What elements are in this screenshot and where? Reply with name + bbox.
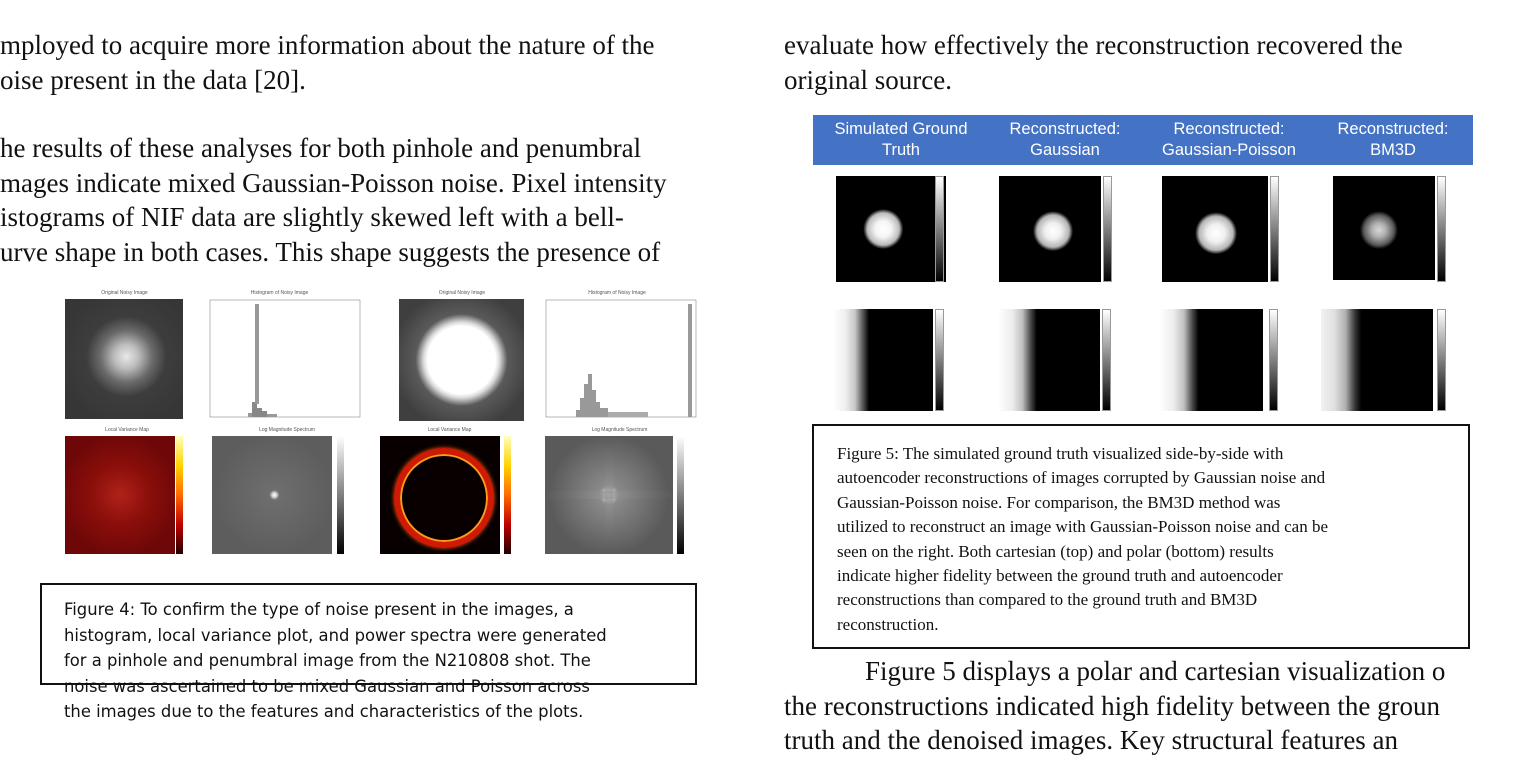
text-line: istograms of NIF data are slightly skewed left with a bell- [0,202,624,232]
caption-line: noise was ascertained to be mixed Gaussian and Poisson across [64,676,590,696]
pinhole-variance-panel [62,427,192,565]
caption-line: utilized to reconstruct an image with Gaussian-Poisson noise and can be [837,517,1328,537]
header-line: Reconstructed: [1173,120,1285,138]
noisy-image [399,299,524,421]
polar-ground-truth [833,309,933,411]
panel-title: Histogram of Noisy Image [588,290,646,296]
panel-title: Original Noisy Image [438,290,486,296]
colorbar [1102,309,1111,411]
penumbral-variance-panel [372,427,527,565]
figure-4-image [62,290,702,565]
histogram-plot [192,290,367,425]
caption-line: the images due to the features and characteristics of the plots. [64,702,584,721]
panel-title: Log Magnitude Spectrum [259,427,315,433]
colorbar [337,436,344,554]
colorbar [935,309,944,411]
polar-gaussian-poisson [1159,309,1263,411]
penumbral-spectrum-panel [537,427,702,565]
pinhole-spectrum-panel [202,427,372,565]
caption-line: for a pinhole and penumbral image from the N210808 shot. The [64,651,591,670]
colorbar [935,176,944,282]
variance-map [380,436,500,554]
colorbar [1270,176,1279,282]
polar-bm3d [1321,309,1433,411]
cartesian-ground-truth [836,176,946,282]
colorbar [504,436,511,554]
text-line: mages indicate mixed Gaussian-Poisson noise. Pixel intensity [0,167,667,198]
header-bm3d [1313,119,1473,161]
colorbar [1437,309,1446,411]
text-line: truth and the denoised images. Key structural features an [784,725,1399,755]
cartesian-gaussian-poisson [1162,176,1268,282]
penumbral-noisy-panel [397,290,527,425]
text-line: the reconstructions indicated high fidelity between the groun [784,690,1441,721]
colorbar [1103,176,1112,282]
spectrum-map [545,436,673,554]
right-paragraph [784,654,1445,758]
header-line: BM3D [1370,141,1416,159]
header-line: Gaussian [1030,141,1100,159]
cartesian-bm3d [1333,176,1435,280]
left-paragraph-continuation [0,28,742,97]
text-line: evaluate how effectively the reconstruction recovered the [784,30,1403,60]
text-line: urve shape in both cases. This shape suggests the presence of [0,236,661,267]
header-gaussian-poisson [1149,119,1309,161]
panel-title: Log Magnitude Spectrum [591,427,648,433]
cartesian-gaussian [999,176,1101,282]
pinhole-noisy-panel [62,290,187,425]
caption-line: reconstruction. [837,614,939,634]
colorbar [677,436,684,554]
colorbar [1269,309,1278,411]
text-line: Figure 5 displays a polar and cartesian visualization o [784,656,1446,686]
panel-title: Histogram of Noisy Image [250,290,309,296]
header-ground-truth [821,119,981,161]
noisy-image [65,299,183,419]
figure-5-caption [812,424,1470,649]
caption-line: autoencoder reconstructions of images corrupted by Gaussian noise and [837,468,1326,488]
figure-5-image [813,113,1473,423]
figure-4-caption [40,583,697,721]
text-line: mployed to acquire more information about the nature of the [0,30,655,60]
panel-title: Local Variance Map [427,427,472,433]
right-paragraph-continuation [784,28,1403,97]
header-line: Truth [882,141,920,159]
header-line: Gaussian-Poisson [1162,141,1296,159]
text-line: original source. [784,64,952,95]
histogram-plot [532,290,702,425]
header-line: Simulated Ground [834,120,968,138]
panel-title: Original Noisy Image [101,290,148,296]
pinhole-histogram-panel [192,290,367,425]
left-paragraph [0,131,742,269]
header-line: Reconstructed: [1009,120,1121,138]
penumbral-histogram-panel [532,290,702,425]
caption-line: seen on the right. Both cartesian (top) and polar (bottom) results [837,541,1274,561]
variance-map [65,436,175,554]
text-line: oise present in the data [20]. [0,64,306,95]
panel-title: Local Variance Map [105,427,149,433]
colorbar [1437,176,1446,282]
figure-5-header-bar [813,115,1473,165]
caption-line: indicate higher fidelity between the ground truth and autoencoder [837,566,1283,586]
text-line: he results of these analyses for both pinhole and penumbral [0,133,642,163]
header-gaussian [985,119,1145,161]
colorbar [176,436,183,554]
caption-line: Gaussian-Poisson noise. For comparison, the BM3D method was [837,492,1281,512]
caption-line: histogram, local variance plot, and power spectra were generated [64,625,607,645]
caption-line: reconstructions than compared to the ground truth and BM3D [837,590,1258,610]
spectrum-map [212,436,332,554]
polar-gaussian [998,309,1100,411]
caption-line: Figure 5: The simulated ground truth visualized side-by-side with [837,444,1284,463]
header-line: Reconstructed: [1337,120,1449,138]
caption-line: Figure 4: To confirm the type of noise present in the images, a [64,600,574,619]
